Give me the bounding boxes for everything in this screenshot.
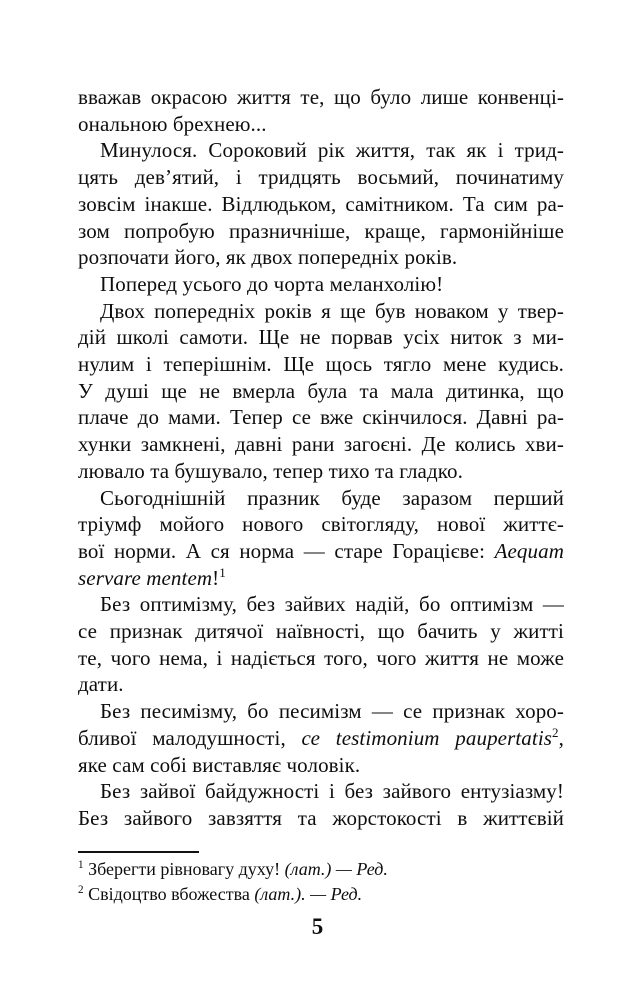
footnote	[78, 882, 564, 907]
text-run: зовсім інакше. Відлюдьком, самітником. Та сим ра-	[78, 191, 564, 216]
text-line	[78, 378, 564, 405]
text-run: вої норми. А ся норма — старе Горацієве:	[78, 538, 495, 563]
superscript-reference: 2	[552, 724, 559, 740]
italic-text: servare mentem	[78, 565, 213, 590]
footnote-marker: 2	[78, 884, 84, 896]
text-run: дій школі самоти. Ще не порвав усіх ниток з ми-	[78, 325, 564, 350]
text-run: Без оптимізму, без зайвих надій, бо оптимізм —	[100, 592, 564, 617]
text-run: плаче до мами. Тепер се вже скінчилося. Давні ра-	[78, 405, 564, 430]
text-run: бливої малодушності,	[78, 725, 302, 750]
text-line	[78, 164, 564, 191]
italic-text: (лат.) — Ред.	[284, 859, 388, 879]
text-line	[78, 591, 564, 618]
paragraph	[78, 485, 564, 592]
text-run: Минулося. Сороковий рік життя, так як і трид-	[100, 138, 564, 163]
text-run: Без зайвого завзяття та жорстокості в життєвій	[78, 805, 564, 830]
text-run: те, чого нема, і надіється того, чого життя не може	[78, 645, 564, 670]
text-run: ,	[558, 725, 565, 750]
text-run: хунки замкнені, давні рани загоєні. Де колись хви-	[78, 432, 564, 457]
italic-text: (лат.). — Ред.	[254, 884, 363, 904]
text-line	[78, 351, 564, 378]
text-line	[78, 458, 564, 485]
text-run: нулим і теперішнім. Ще щось тягло мене кудись.	[78, 352, 564, 377]
text-line	[78, 645, 564, 672]
text-line	[78, 191, 564, 218]
text-line	[78, 431, 564, 458]
paragraph	[78, 137, 564, 271]
text-line	[78, 324, 564, 351]
footnote	[78, 857, 564, 882]
text-line	[78, 218, 564, 245]
paragraph	[78, 778, 564, 831]
text-run: Поперед усього до чорта меланхолію!	[100, 271, 444, 296]
paragraph	[78, 84, 564, 137]
text-run: Двох попередніх років я ще був новаком у твер-	[100, 298, 564, 323]
footnotes	[78, 857, 564, 907]
text-line	[78, 511, 564, 538]
italic-text: Aequam	[494, 538, 564, 563]
text-run: Без песимізму, бо песимізм — се признак хоро-	[100, 699, 564, 724]
text-run: яке сам собі виставляє чоловік.	[78, 752, 361, 777]
italic-text: се testimonium paupertatis	[301, 725, 553, 750]
text-line	[78, 805, 564, 832]
text-run: лювало та бушувало, тепер тихо та гладко.	[78, 458, 463, 483]
text-line	[78, 271, 564, 298]
page-number: 5	[311, 914, 324, 939]
paragraph	[78, 698, 564, 778]
text-line	[78, 538, 564, 565]
text-run: Сьогоднішній празник буде заразом перший	[100, 485, 564, 510]
text-run: !	[212, 565, 220, 590]
text-line	[78, 565, 564, 592]
text-run: ональною брехнею...	[78, 111, 267, 136]
text-line	[78, 725, 564, 752]
text-run: Свідоцтво вбожества	[88, 884, 255, 904]
text-line	[78, 698, 564, 725]
text-line	[78, 485, 564, 512]
text-run: дати.	[78, 672, 124, 697]
text-line	[78, 752, 564, 779]
text-run: У душі ще не вмерла була та мала дитинка, що	[78, 378, 564, 403]
footnote-separator	[78, 851, 199, 853]
page-text	[78, 84, 564, 832]
text-run: Без зайвої байдужності і без зайвого ентузіазму!	[100, 779, 564, 804]
text-line	[78, 84, 564, 111]
text-line	[78, 618, 564, 645]
text-line	[78, 111, 564, 138]
paragraph	[78, 271, 564, 298]
text-run: зом попробую празничніше, краще, гармонійніше	[78, 218, 564, 243]
text-run: вважав окрасою життя те, що було лише конвенці-	[78, 85, 564, 109]
paragraph	[78, 298, 564, 485]
text-line	[78, 298, 564, 325]
text-run: Зберегти рівновагу духу!	[88, 859, 285, 879]
text-run: тріумф мойого нового світогляду, нової життє-	[78, 512, 564, 537]
text-line	[78, 404, 564, 431]
text-line	[78, 778, 564, 805]
text-run: цять дев’ятий, і тридцять восьмий, починатиму	[78, 165, 564, 190]
text-line	[78, 671, 564, 698]
footnote-marker: 1	[78, 859, 84, 871]
text-run: розпочати його, як двох попередніх років.	[78, 245, 458, 270]
superscript-reference: 1	[219, 564, 226, 580]
paragraph	[78, 591, 564, 698]
text-run: се признак дитячої наївності, що бачить у житті	[78, 619, 564, 644]
text-line	[78, 244, 564, 271]
text-line	[78, 137, 564, 164]
